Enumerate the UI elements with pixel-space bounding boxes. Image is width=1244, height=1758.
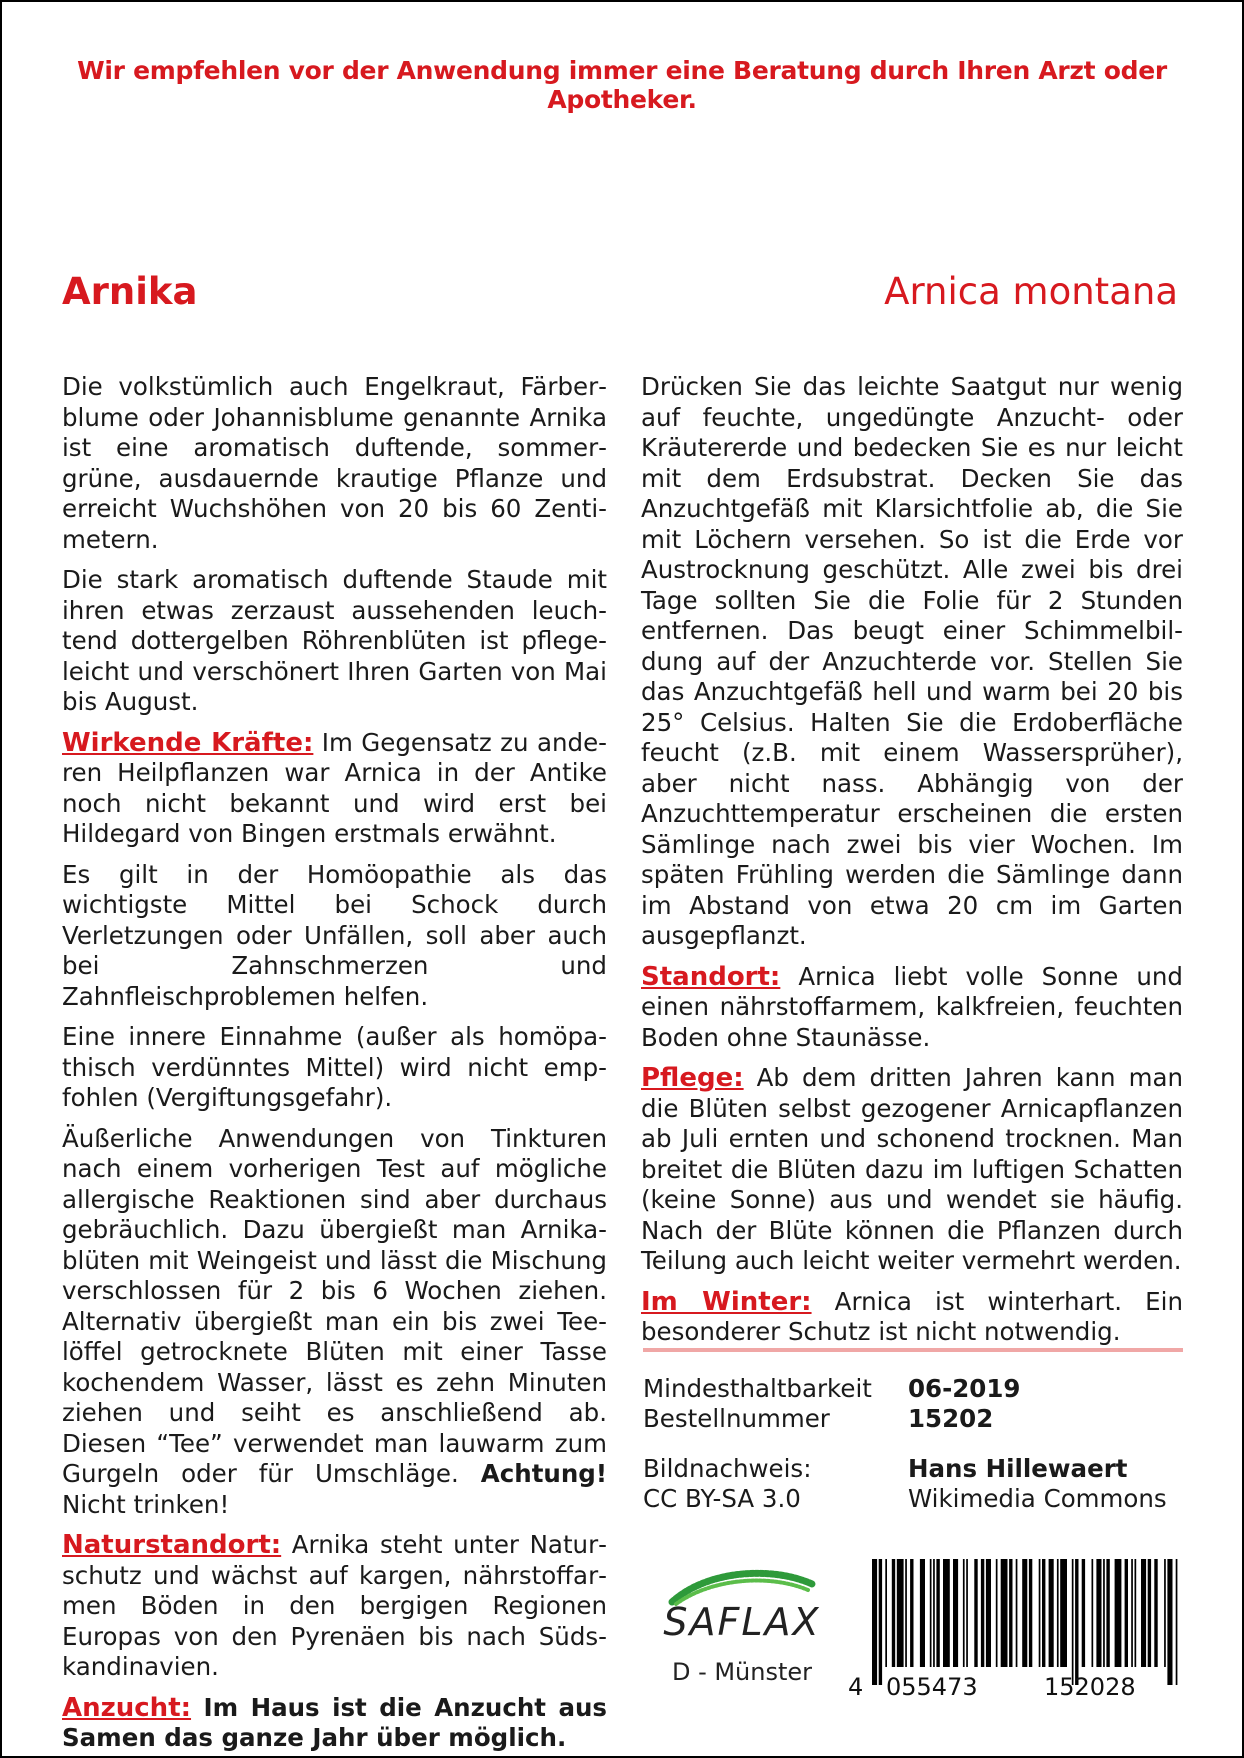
best-before-label: Mindesthaltbarkeit (643, 1374, 872, 1403)
intro-paragraph: Die volkstümlich auch Engelkraut, Färberblume oder Johannisblume genannte Arnika ist eine aromatisch duftende, sommergrüne, ausdauernde krautige Pflanze und erreicht Wuchshöhen von 20 bis 60 Zentimetern. (62, 372, 607, 554)
barcode-bar (1115, 1559, 1122, 1667)
caution-text: Achtung! (480, 1459, 607, 1488)
barcode-bar (1148, 1559, 1151, 1667)
location-paragraph: Standort: Arnica liebt volle Sonne und einen nährstoffarmem, kalkfreien, feuchten Boden ohne Staunässe. (641, 961, 1183, 1052)
section-divider (643, 1348, 1183, 1352)
ean-barcode (848, 1557, 1188, 1717)
natural-habitat-heading: Naturstandort: (62, 1530, 282, 1560)
barcode-bar (1049, 1559, 1054, 1667)
homeopathy-paragraph: Es gilt in der Homöopathie als das wichtigste Mittel bei Schock durch Verletzungen oder Unfällen, soll aber auch bei Zahnschmerzen und Zahnfleischproblemen helfen. (62, 859, 607, 1011)
barcode-bar (1009, 1559, 1012, 1667)
barcode-bar (966, 1559, 968, 1667)
barcode-bar (974, 1559, 977, 1667)
barcode-bar (1001, 1559, 1008, 1667)
logo-brand: SAFLAX (663, 1600, 821, 1644)
barcode-bar (1106, 1559, 1109, 1667)
barcode-bar (1176, 1559, 1178, 1685)
barcode-bar (1016, 1559, 1018, 1667)
logo-city: D - Münster (671, 1658, 813, 1686)
barcode-bar (1029, 1559, 1032, 1667)
barcode-bar (920, 1559, 925, 1667)
image-credit (643, 1454, 1183, 1514)
order-number-value: 15202 (908, 1404, 994, 1433)
barcode-bar (910, 1559, 913, 1667)
barcode-bar (981, 1559, 984, 1667)
effects-paragraph: Wirkende Kräfte: Im Gegensatz zu anderen Heilpflanzen war Arnica in der Antike noch nicht bekannt und wird erst bei Hildegard von Bingen erstmals erwähnt. (62, 727, 607, 848)
image-credit-label: Bildnachweis: (643, 1454, 812, 1483)
barcode-bar (892, 1559, 895, 1667)
right-column (641, 372, 1183, 1358)
barcode-bar (1125, 1559, 1128, 1667)
left-column (62, 372, 607, 1758)
barcode-bar (879, 1559, 882, 1685)
winter-paragraph: Im Winter: Arnica ist winterhart. Ein besonderer Schutz ist nicht notwendig. (641, 1286, 1183, 1346)
saflax-logo (652, 1562, 852, 1702)
barcode-bar (1164, 1559, 1166, 1667)
barcode-bar (1096, 1559, 1101, 1667)
cultivation-paragraph: Anzucht: Im Haus ist die Anzucht aus Samen das ganze Jahr über möglich. (62, 1692, 607, 1752)
barcode-bar (885, 1559, 887, 1667)
barcode-bar (1042, 1559, 1045, 1667)
barcode-bar (1103, 1559, 1105, 1667)
location-heading: Standort: (641, 961, 781, 992)
barcode-bar (1039, 1559, 1041, 1667)
barcode-bar (1135, 1559, 1137, 1667)
barcode-bar (933, 1559, 935, 1667)
license-source: Wikimedia Commons (908, 1484, 1167, 1513)
description-paragraph: Die stark aromatisch duftende Staude mit ihren etwas zerzaust aussehenden leuchtend dottergelben Röhrenblüten ist pflegeleicht und verschönert Ihren Garten von Mai bis August. (62, 565, 607, 716)
barcode-bar (1082, 1559, 1085, 1667)
license-label: CC BY-SA 3.0 (643, 1484, 801, 1513)
image-credit-row (643, 1454, 1183, 1484)
barcode-group-1: 055473 (886, 1673, 978, 1701)
barcode-bar (872, 1559, 877, 1685)
barcode-bar (936, 1559, 939, 1667)
care-heading: Pflege: (641, 1063, 744, 1093)
winter-heading: Im Winter: (641, 1286, 812, 1317)
barcode-bar (996, 1559, 998, 1667)
barcode-bar (897, 1559, 904, 1667)
barcode-prefix: 4 (848, 1673, 864, 1701)
barcode-bar (953, 1559, 958, 1667)
barcode-bar (963, 1559, 965, 1667)
barcode-bar (1060, 1559, 1067, 1667)
natural-habitat-paragraph: Naturstandort: Arnika steht unter Naturschutz und wächst auf kargen, nährstoffarmen Böden in den bergigen Regionen Europas von den Pyrenäen bis nach Südskandinavien. (62, 1530, 607, 1681)
barcode-bar (930, 1559, 932, 1667)
plant-name-latin: Arnica montana (884, 270, 1178, 313)
barcode-bar (1131, 1559, 1133, 1667)
product-info (643, 1374, 1183, 1434)
image-credit-author: Hans Hillewaert (908, 1454, 1128, 1483)
barcode-bar (1057, 1559, 1059, 1667)
barcode-bar (1167, 1559, 1172, 1685)
barcode-bar (1154, 1559, 1157, 1667)
license-row (643, 1484, 1183, 1514)
care-paragraph: Pflege: Ab dem dritten Jahren kann man die Blüten selbst gezogener Arnicapflanzen ab Juli ernten und schonend trocknen. Man breitet die Blüten dazu im luftigen Schatten (keine Sonne) aus und wendet sie häufig. Nach der Blüte können die Pflanzen durch Teilung auch leicht weiter vermehrt werden. (641, 1063, 1183, 1275)
barcode-bar (1092, 1559, 1094, 1667)
barcode-group-2: 152028 (1044, 1673, 1136, 1701)
barcode-bar (943, 1559, 950, 1667)
barcode-bar (905, 1559, 907, 1667)
order-number-row (643, 1404, 1183, 1434)
best-before-value: 06-2019 (908, 1374, 1021, 1403)
external-use-paragraph: Äußerliche Anwendungen von Tinkturen nach einem vorherigen Test auf mögliche allergische Reaktionen sind aber durchaus gebräuchlich. Dazu übergießt man Arnikablüten mit Weingeist und lässt die Mischung verschlossen für 2 bis 6 Wochen ziehen. Alternativ übergießt man ein bis zwei Teelöffel getrocknete Blüten mit einer Tasse kochendem Wasser, lässt es zehn Minuten ziehen und seiht es anschließend ab. Diesen “Tee” verwendet man lauwarm zum Gurgeln oder für Umschläge. Achtung! Nicht trinken! (62, 1123, 607, 1519)
plant-name-german: Arnika (62, 270, 198, 313)
effects-heading: Wirkende Kräfte: (62, 727, 314, 758)
order-number-label: Bestellnummer (643, 1404, 830, 1433)
barcode-bars (848, 1557, 1188, 1687)
sowing-paragraph: Drücken Sie das leichte Saatgut nur wenig auf feuchte, ungedüngte Anzucht- oder Kräutererde und bedecken Sie es nur leicht mit dem Erdsubstrat. Decken Sie das Anzuchtgefäß mit Klarsichtfolie ab, die Sie mit Löchern versehen. So ist die Erde vor Austrocknung geschützt. Alle zwei bis drei Tage sollten Sie die Folie für 2 Stunden entfernen. Das beugt einer Schimmelbildung auf der Anzuchterde vor. Stellen Sie das Anzuchtgefäß hell und warm bei 20 bis 25° Celsius. Halten Sie die Erdoberfläche feucht (z.B. mit einem Wassersprüher), aber nicht nass. Abhängig von der Anzuchttemperatur erscheinen die ersten Sämlinge nach zwei bis vier Wochen. Im späten Frühling werden die Sämlinge dann im Abstand von etwa 20 cm im Garten ausgepflanzt. (641, 372, 1183, 950)
barcode-bar (1075, 1559, 1078, 1685)
barcode-bar (1022, 1559, 1027, 1667)
best-before-row (643, 1374, 1183, 1404)
barcode-bar (986, 1559, 991, 1667)
cultivation-heading: Anzucht: (62, 1692, 192, 1723)
internal-use-paragraph: Eine innere Einnahme (außer als homöpathisch verdünntes Mittel) wird nicht empfohlen (Vergiftungsgefahr). (62, 1022, 607, 1112)
barcode-bar (1141, 1559, 1146, 1667)
barcode-bar (1072, 1559, 1074, 1685)
advice-warning: Wir empfehlen vor der Anwendung immer eine Beratung durch Ihren Arzt oder Apotheker. (77, 56, 1167, 114)
